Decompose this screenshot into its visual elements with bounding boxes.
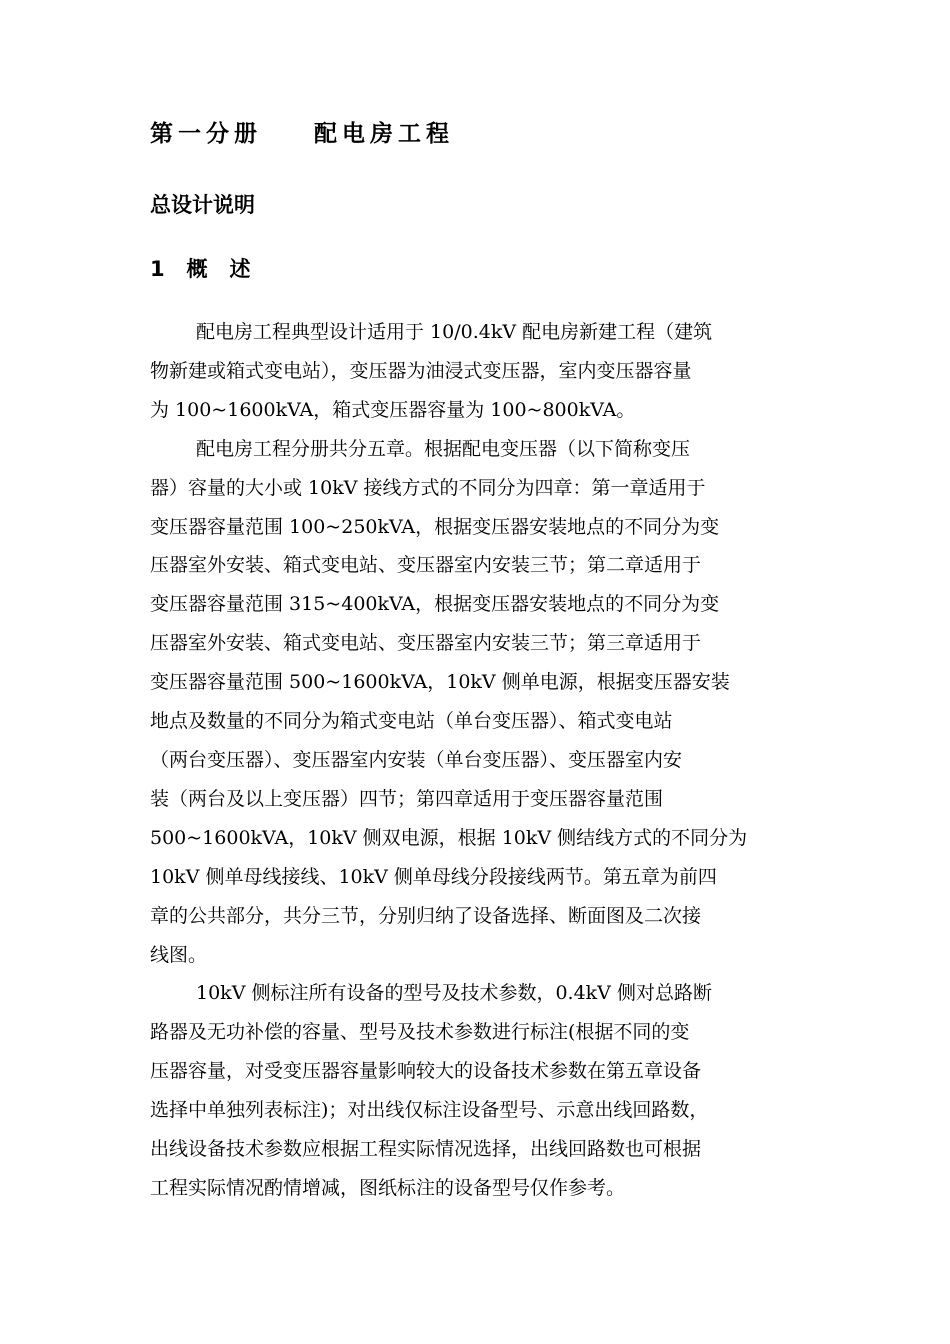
text-line: 章的公共部分，共分三节，分别归纳了设备选择、断面图及二次接 (150, 904, 702, 927)
body-text (150, 313, 800, 1208)
text-line: 压器室外安装、箱式变电站、变压器室内安装三节；第二章适用于 (150, 554, 702, 577)
text-line: 变压器容量范围 500~1600kVA，10kV 侧单电源，根据变压器安装 (150, 671, 730, 694)
text-line: 为 100~1600kVA，箱式变压器容量为 100~800kVA。 (150, 398, 636, 421)
text-line: 10kV 侧标注所有设备的型号及技术参数，0.4kV 侧对总路断 (196, 982, 712, 1005)
text-line: 路器及无功补偿的容量、型号及技术参数进行标注(根据不同的变 (150, 1021, 690, 1044)
text-line: 选择中单独列表标注)；对出线仅标注设备型号、示意出线回路数， (150, 1099, 709, 1122)
volume-title: 第一分册 配电房工程 (150, 121, 455, 147)
chapter-heading: 1 概 述 (150, 257, 251, 281)
text-line: （两台变压器）、变压器室内安装（单台变压器）、变压器室内安 (150, 748, 683, 771)
text-line: 地点及数量的不同分为箱式变电站（单台变压器）、箱式变电站 (150, 710, 673, 733)
paragraph-annotation (150, 974, 800, 1207)
text-line: 线图。 (150, 943, 208, 966)
text-line: 压器室外安装、箱式变电站、变压器室内安装三节；第三章适用于 (150, 632, 702, 655)
text-line: 配电房工程分册共分五章。根据配电变压器（以下简称变压 (196, 437, 691, 460)
text-line: 工程实际情况酌情增减，图纸标注的设备型号仅作参考。 (150, 1176, 626, 1199)
text-line: 变压器容量范围 315~400kVA，根据变压器安装地点的不同分为变 (150, 593, 720, 616)
section-title: 总设计说明 (150, 193, 255, 217)
text-line: 装（两台及以上变压器）四节；第四章适用于变压器容量范围 (150, 787, 664, 810)
text-line: 压器容量，对受变压器容量影响较大的设备技术参数在第五章设备 (150, 1060, 702, 1083)
paragraph-chapters (150, 430, 800, 975)
text-line: 500~1600kVA，10kV 侧双电源，根据 10kV 侧结线方式的不同分为 (150, 826, 748, 849)
text-line: 出线设备技术参数应根据工程实际情况选择，出线回路数也可根据 (150, 1138, 702, 1161)
text-line: 10kV 侧单母线接线、10kV 侧单母线分段接线两节。第五章为前四 (150, 865, 717, 888)
text-line: 器）容量的大小或 10kV 接线方式的不同分为四章：第一章适用于 (150, 476, 706, 499)
text-line: 配电房工程典型设计适用于 10/0.4kV 配电房新建工程（建筑 (196, 321, 713, 343)
text-line: 变压器容量范围 100~250kVA，根据变压器安装地点的不同分为变 (150, 515, 720, 538)
paragraph-scope (150, 313, 800, 430)
text-line: 物新建或箱式变电站），变压器为油浸式变压器，室内变压器容量 (150, 359, 692, 382)
